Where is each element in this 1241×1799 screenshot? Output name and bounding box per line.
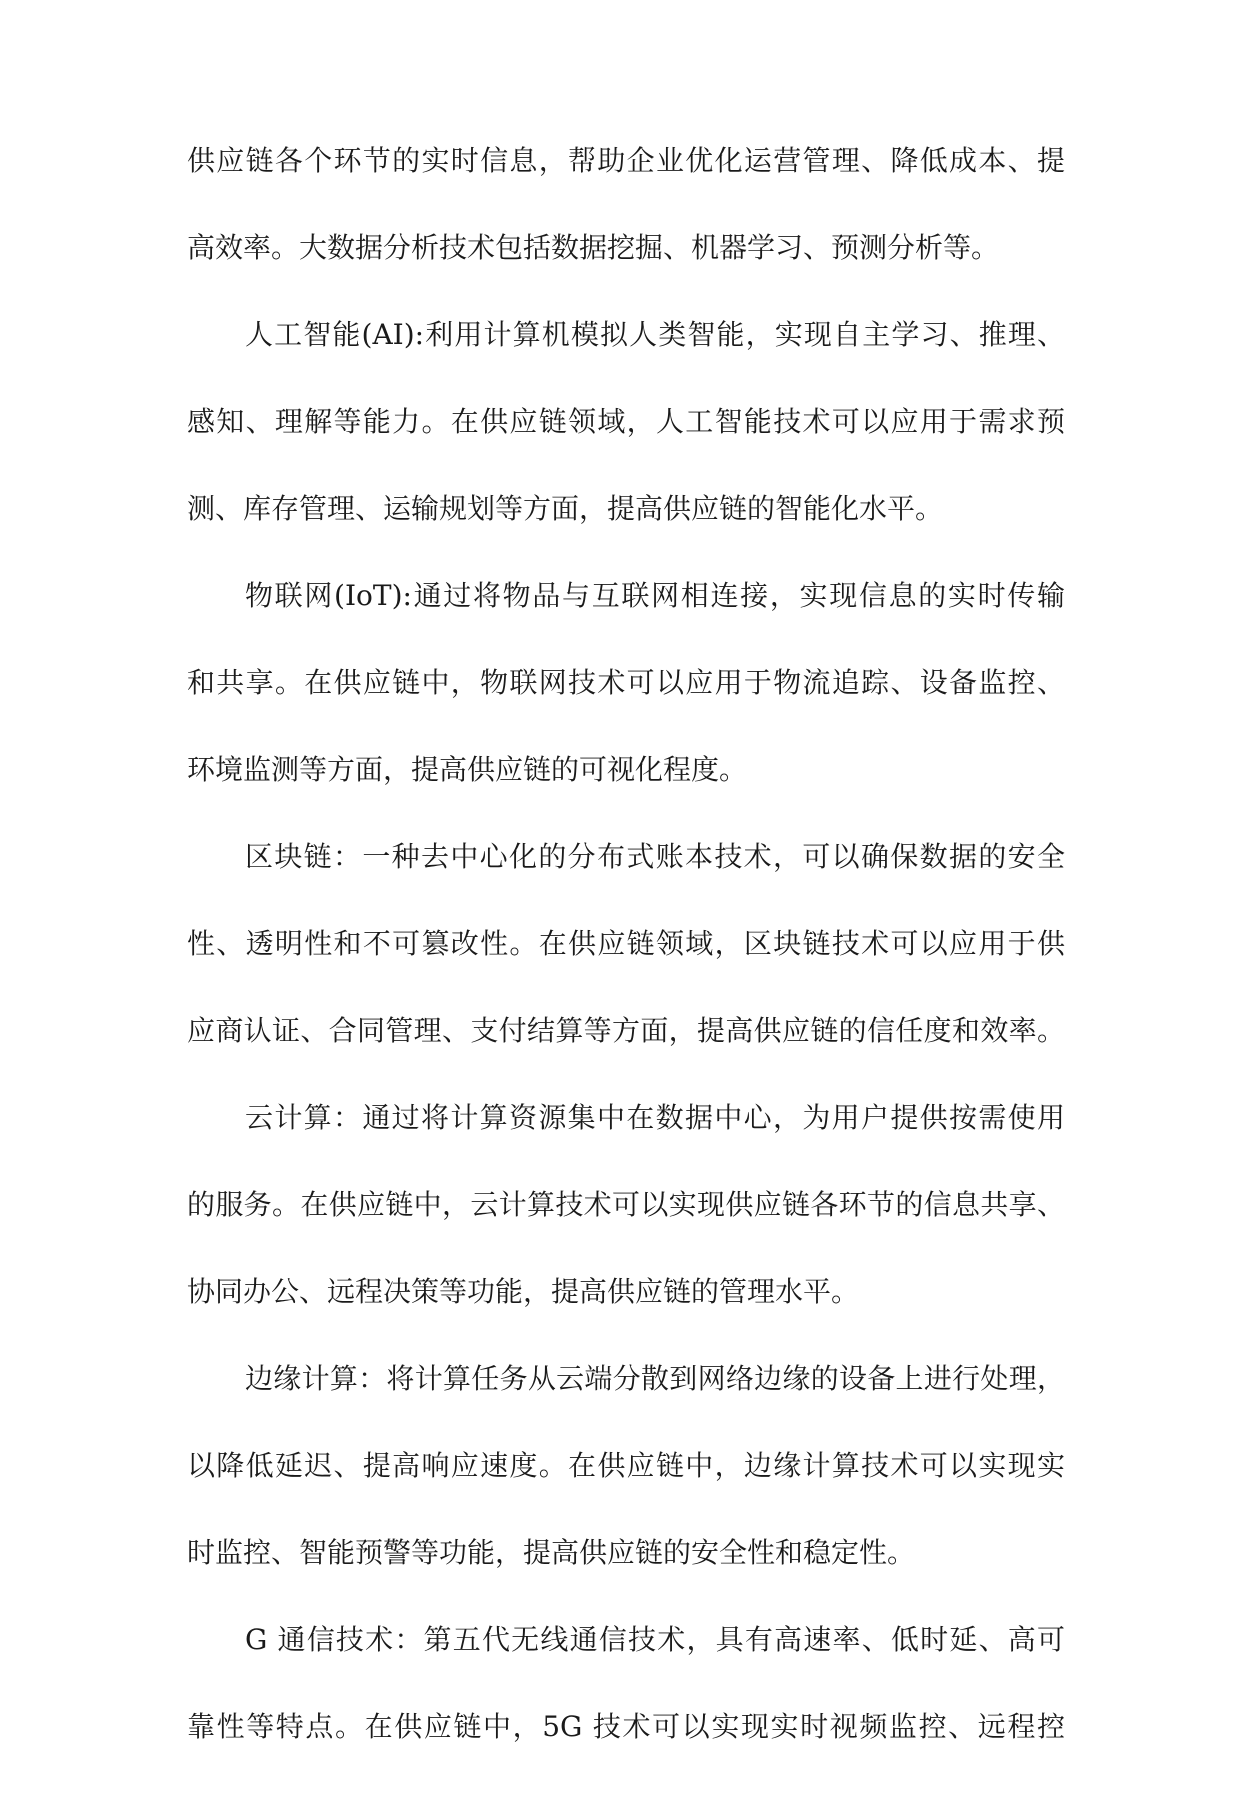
text-line: 高效率。大数据分析技术包括数据挖掘、机器学习、预测分析等。 (187, 231, 1000, 264)
text-line: 时监控、智能预警等功能，提高供应链的安全性和稳定性。 (187, 1536, 916, 1569)
text-line: 应商认证、合同管理、支付结算等方面，提高供应链的信任度和效率。 (187, 1014, 1065, 1047)
text-line: 靠性等特点。在供应链中，5G 技术可以实现实时视频监控、远程控 (187, 1710, 1065, 1743)
text-line: 性、透明性和不可篡改性。在供应链领域，区块链技术可以应用于供 (187, 927, 1065, 960)
text-line: 环境监测等方面，提高供应链的可视化程度。 (187, 753, 748, 786)
paragraph-blockchain-start: 区块链：一种去中心化的分布式账本技术，可以确保数据的安全 (245, 840, 1065, 873)
text-line: 供应链各个环节的实时信息，帮助企业优化运营管理、降低成本、提 (187, 144, 1065, 177)
paragraph-edge-start: 边缘计算：将计算任务从云端分散到网络边缘的设备上进行处理， (245, 1362, 1065, 1395)
body-text (187, 146, 1065, 1799)
text-line: 协同办公、远程决策等功能，提高供应链的管理水平。 (187, 1275, 860, 1308)
paragraph-ai-start: 人工智能(AI):利用计算机模拟人类智能，实现自主学习、推理、 (245, 318, 1065, 351)
paragraph-iot-start: 物联网(IoT):通过将物品与互联网相连接，实现信息的实时传输 (245, 579, 1065, 612)
paragraph-5g-start: G 通信技术：第五代无线通信技术，具有高速率、低时延、高可 (245, 1623, 1065, 1656)
paragraph-cloud-start: 云计算：通过将计算资源集中在数据中心，为用户提供按需使用 (245, 1101, 1065, 1134)
text-line: 测、库存管理、运输规划等方面，提高供应链的智能化水平。 (187, 492, 944, 525)
text-line: 和共享。在供应链中，物联网技术可以应用于物流追踪、设备监控、 (187, 666, 1065, 699)
text-line: 的服务。在供应链中，云计算技术可以实现供应链各环节的信息共享、 (187, 1188, 1065, 1221)
text-line: 感知、理解等能力。在供应链领域，人工智能技术可以应用于需求预 (187, 405, 1065, 438)
text-line: 以降低延迟、提高响应速度。在供应链中，边缘计算技术可以实现实 (187, 1449, 1065, 1482)
